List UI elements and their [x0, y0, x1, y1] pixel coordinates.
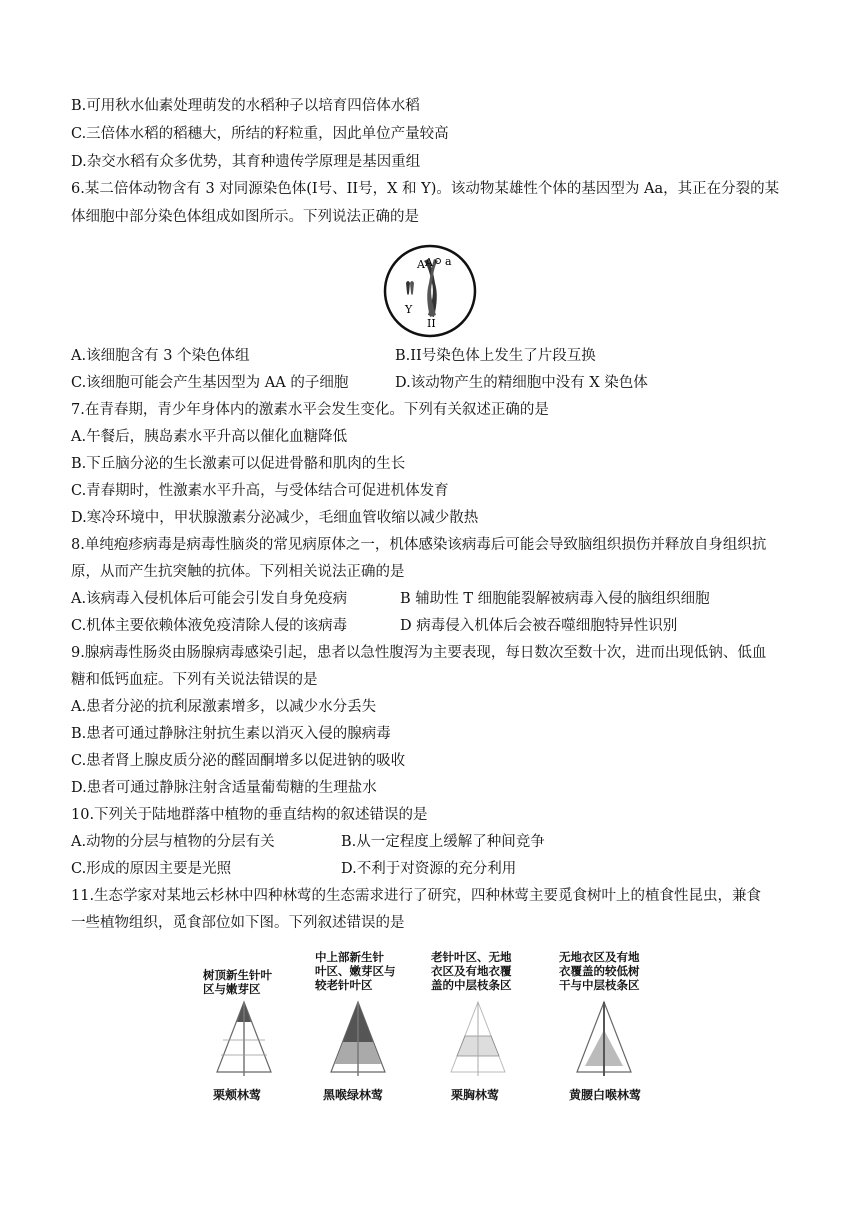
question-9-line1: 9.腺病毒性肠炎由肠腺病毒感染引起，患者以急性腹泻为主要表现，每日数次至数十次，进而出现低钠、低血 [71, 645, 767, 661]
tree-1-icon [209, 1000, 279, 1078]
tree-2-caption: 中上部新生针 叶区、嫩芽区与 较老针叶区 [315, 950, 396, 992]
option-8a: A.该病毒入侵机体后可能会引发自身免疫病 [71, 591, 348, 607]
tree-4-name: 黄腰白喉林莺 [569, 1088, 642, 1102]
option-6a: A.该细胞含有 3 个染色体组 [71, 348, 250, 364]
option-5c: C.三倍体水稻的稻穗大，所结的籽粒重，因此单位产量较高 [71, 126, 449, 142]
question-8-line1: 8.单纯疱疹病毒是病毒性脑炎的常见病原体之一，机体感染该病毒后可能会导致脑组织损伤并释放自身组织抗 [71, 537, 767, 553]
question-10: 10.下列关于陆地群落中植物的垂直结构的叙述错误的是 [71, 807, 428, 823]
option-7a: A.午餐后，胰岛素水平升高以催化血糖降低 [71, 429, 348, 445]
option-7c: C.青春期时，性激素水平升高，与受体结合可促进机体发育 [71, 483, 449, 499]
question-7: 7.在青春期，青少年身体内的激素水平会发生变化。下列有关叙述正确的是 [71, 402, 549, 418]
option-8c: C.机体主要依赖体液免疫清除人侵的该病毒 [71, 618, 348, 634]
option-10a: A.动物的分层与植物的分层有关 [71, 834, 275, 850]
question-9-line2: 糖和低钙血症。下列有关说法错误的是 [71, 672, 318, 688]
chromosome-cell-figure [382, 243, 478, 339]
warbler-foraging-figure [195, 948, 675, 1108]
gene-label-A1: A [417, 258, 425, 271]
chromosome-label-ii: II [427, 317, 436, 330]
tree-4-icon [569, 1000, 639, 1078]
tree-3-name: 栗胸林莺 [451, 1088, 500, 1102]
tree-2-icon [323, 1000, 393, 1078]
tree-2-name: 黑喉绿林莺 [323, 1088, 384, 1102]
tree-4-caption: 无地衣区及有地 衣覆盖的较低树 干与中层枝条区 [559, 950, 640, 992]
question-6-line1: 6.某二倍体动物含有 3 对同源染色体(I号、II号，X 和 Y)。该动物某雄性个体的基因型为 Aa，其正在分裂的某 [71, 181, 780, 197]
option-9b: B.患者可通过静脉注射抗生素以消灭入侵的腺病毒 [71, 726, 391, 742]
option-6c: C.该细胞可能会产生基因型为 AA 的子细胞 [71, 375, 349, 391]
option-6d: D.该动物产生的精细胞中没有 X 染色体 [395, 375, 648, 391]
option-9c: C.患者肾上腺皮质分泌的醛固酮增多以促进钠的吸收 [71, 753, 406, 769]
chromosome-label-y: Y [405, 303, 413, 316]
option-7d: D.寒冷环境中，甲状腺激素分泌减少，毛细血管收缩以减少散热 [71, 510, 479, 526]
option-5b: B.可用秋水仙素处理萌发的水稻种子以培育四倍体水稻 [71, 98, 420, 114]
question-11-line1: 11.生态学家对某地云杉林中四种林莺的生态需求进行了研究，四种林莺主要觅食树叶上的植食性昆虫，兼食 [71, 888, 762, 904]
option-8b: B 辅助性 T 细胞能裂解被病毒入侵的脑组织细胞 [400, 591, 710, 607]
tree-1-caption: 树顶新生针叶 区与嫩芽区 [203, 968, 272, 996]
gene-label-a: a [445, 255, 452, 268]
question-6-line2: 体细胞中部分染色体组成如图所示。下列说法正确的是 [71, 209, 419, 225]
option-6b: B.II号染色体上发生了片段互换 [395, 348, 596, 364]
option-10c: C.形成的原因主要是光照 [71, 861, 232, 877]
option-9d: D.患者可通过静脉注射含适量葡萄糖的生理盐水 [71, 780, 377, 796]
option-10d: D.不利于对资源的充分利用 [341, 861, 517, 877]
question-8-line2: 原，从而产生抗突触的抗体。下列相关说法正确的是 [71, 564, 405, 580]
option-10b: B.从一定程度上缓解了种间竞争 [341, 834, 545, 850]
option-5d: D.杂交水稻有众多优势，其育种遗传学原理是基因重组 [71, 154, 421, 170]
gene-label-A2: A [425, 256, 433, 269]
option-9a: A.患者分泌的抗利尿激素增多，以减少水分丢失 [71, 699, 377, 715]
tree-3-caption: 老针叶区、无地 衣区及有地衣覆 盖的中层枝条区 [431, 950, 512, 992]
option-8d: D 病毒侵入机体后会被吞噬细胞特异性识别 [400, 618, 678, 634]
tree-3-icon [443, 1000, 513, 1078]
tree-1-name: 栗颊林莺 [213, 1088, 262, 1102]
question-11-line2: 一些植物组织，觅食部位如下图。下列叙述错误的是 [71, 915, 405, 931]
option-7b: B.下丘脑分泌的生长激素可以促进骨骼和肌肉的生长 [71, 456, 406, 472]
